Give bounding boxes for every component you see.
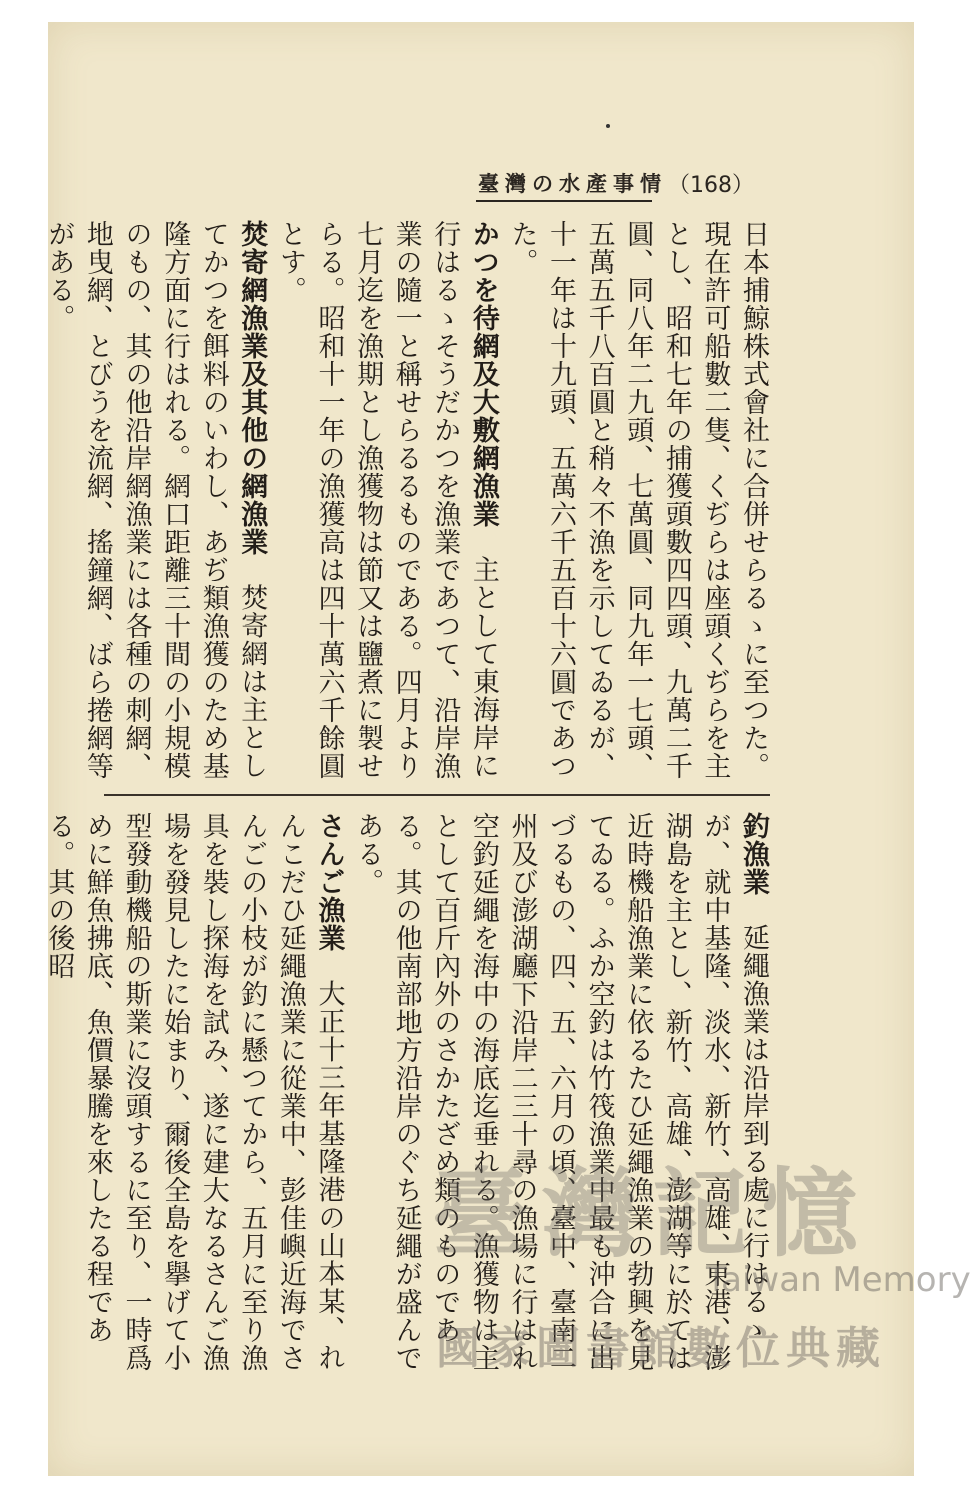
upper-text-block <box>43 220 772 780</box>
header-underline <box>476 200 652 202</box>
lower-text-block <box>43 812 772 1372</box>
watermark-library: 國家圖書館數位典藏 <box>436 1323 886 1374</box>
sango-paragraph: 大正十三年基隆港の山本某、れんこだひ延繩漁業に從業中、彭佳嶼近海でさんごの小枝が釣に懸つてから、五月に至り漁具を裝し探海を試み、遂に建大なるさんご漁場を發見したに始まり、爾後全島を擧げて小型發動機船の斯業に沒頭するに至り、一時爲めに鮮魚拂底、魚價暴騰を來したる程である。其の後昭 <box>43 812 345 1372</box>
watermark-english: Taiwan Memory <box>706 1260 971 1300</box>
tsuri-paragraph: 延繩漁業は沿岸到る處に行はるゝが、就中基隆、淡水、新竹、高雄、東港、澎湖島を主とし、新竹、高雄、澎湖等に於ては近時機船漁業に依るたひ延繩漁業の勃興を見てゐる。ふか空釣は竹筏漁業中最も沖合に出づるもの、四、五、六月の頃、臺中、臺南二州及び澎湖廳下沿岸二三十尋の漁場に行はれ空釣延繩を海中の海底迄垂れる。漁獲物は主として百斤內外のさかたざめ類のものである。其の他南部地方沿岸のぐち延繩が盛んである。 <box>352 812 769 1372</box>
watermark-logo-text: 臺灣記憶 <box>432 1157 872 1270</box>
sango-heading: さんご漁業 <box>313 812 345 952</box>
funayori-heading: 焚寄網漁業及其他の網漁業 <box>236 220 268 556</box>
section-divider <box>104 794 770 796</box>
ink-dot <box>606 124 610 128</box>
running-header-title: 臺灣の水產事情 <box>478 172 667 196</box>
intro-paragraph: 日本捕鯨株式會社に合併せらるゝに至つた。現在許可船數二隻、くぢらは座頭くぢらを主とし、昭和七年の捕獲頭數四四頭、九萬二千圓、同八年二九頭、七萬圓、同九年一七頭、五萬五千八百圓と稍々不漁を示してゐるが、十一年は十九頭、五萬六千五百十六圓であつた。 <box>506 220 769 780</box>
katsuo-paragraph: 主として東海岸に行はるゝそうだかつを漁業であつて、沿岸漁業の隨一と稱せらるるものである。四月より七月迄を漁期とし漁獲物は節又は鹽煮に製せらる。昭和十一年の漁獲高は四十萬六千餘圓とす。 <box>274 220 499 780</box>
funayori-paragraph: 焚寄網は主としてかつを餌料のいわし、あぢ類漁獲のため基隆方面に行はれる。網口距離三十間の小規模のもの、其の他沿岸網漁業には各種の刺網、地曳網、とびうを流網、搖鐘網、ばら捲網等がある。 <box>43 220 268 780</box>
page-number: （168） <box>668 173 754 198</box>
katsuo-heading: かつを待網及大敷網漁業 <box>467 220 499 528</box>
tsuri-heading: 釣漁業 <box>738 812 769 896</box>
